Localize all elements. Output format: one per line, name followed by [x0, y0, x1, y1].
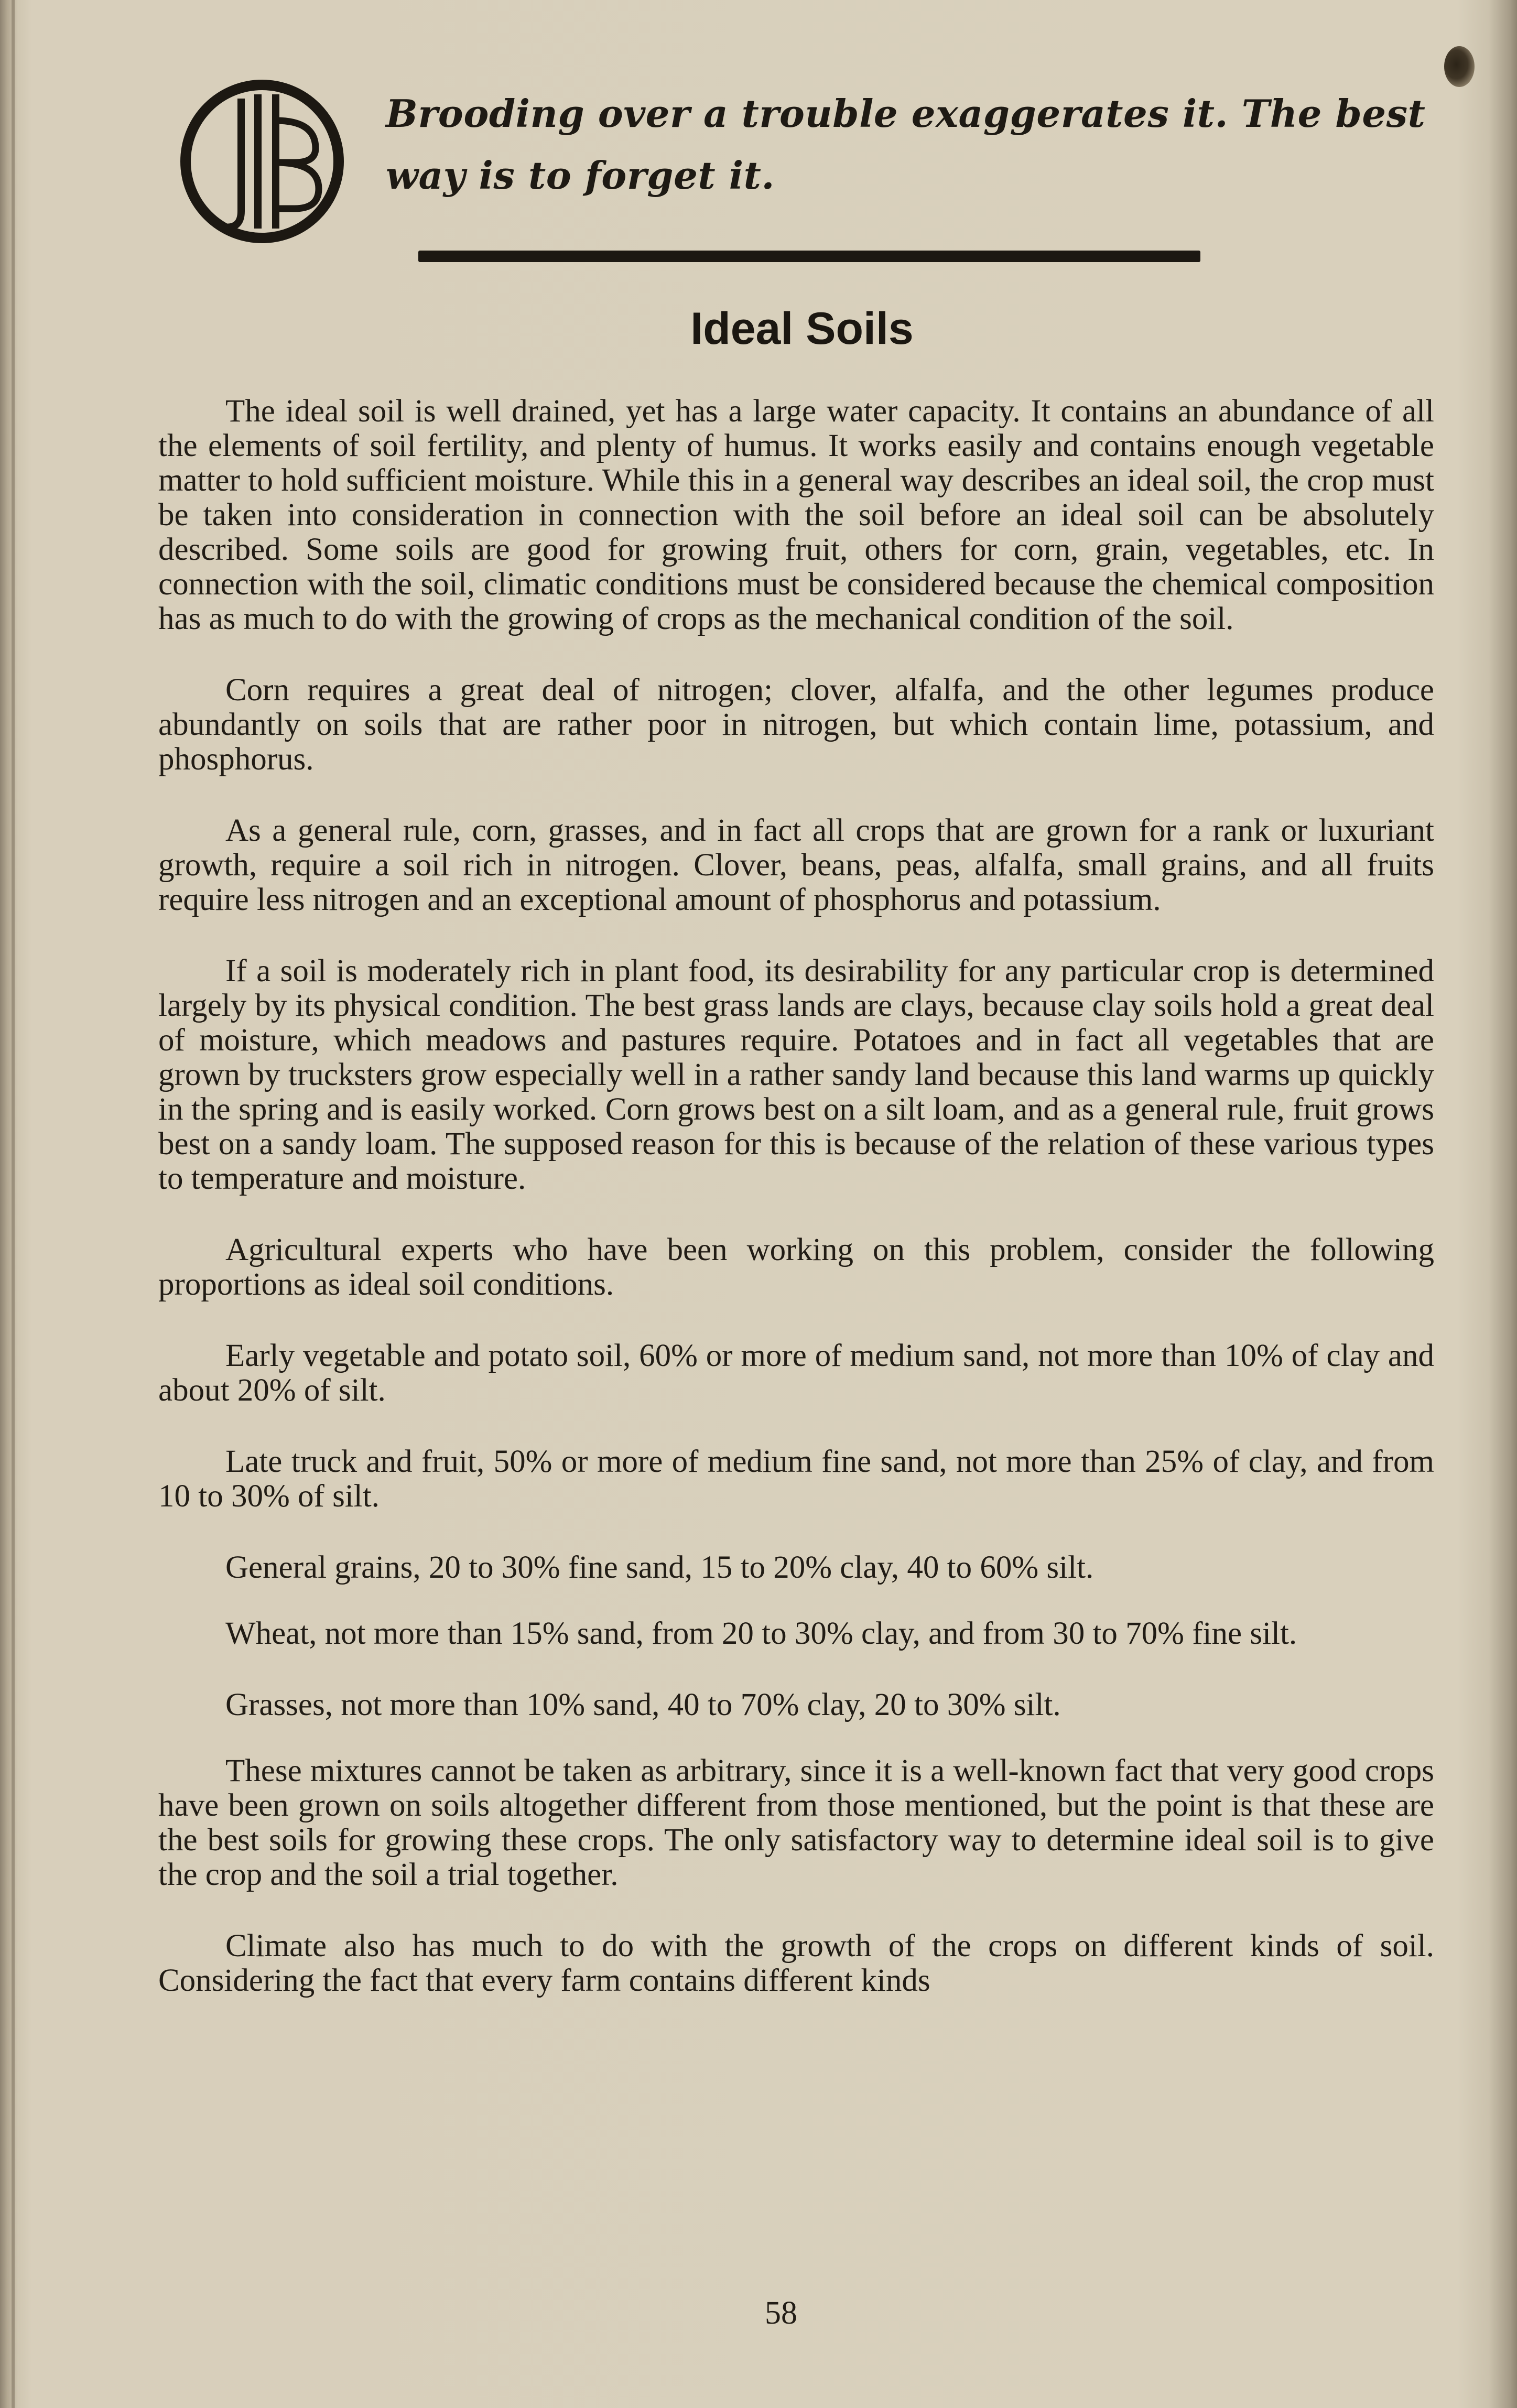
paragraph-general-rule: As a general rule, corn, grasses, and in fact all crops that are grown for a rank or luxuriant growth, require a soil rich in nitrogen. Clover, beans, peas, alfalfa, small grains, and all fruits require less nitrogen and an exceptional amount of phosphorus and potassium. — [158, 813, 1434, 917]
article-body — [158, 394, 1434, 2035]
paragraph-general-grains: General grains, 20 to 30% fine sand, 15 to 20% clay, 40 to 60% silt. — [225, 1550, 1094, 1585]
pin-hole-mark — [1444, 46, 1475, 87]
paragraph-experts: Agricultural experts who have been working on this problem, consider the following proportions as ideal soil conditions. — [158, 1232, 1434, 1302]
paragraph-ideal-soil: The ideal soil is well drained, yet has a large water capacity. It contains an abundance of all the elements of soil fertility, and plenty of humus. It works easily and contains enough vegetable matter to hold sufficient moisture. While this in a general way describes an ideal soil, the crop must be taken into consideration in connection with the soil before an ideal soil can be absolutely described. Some soils are good for growing fruit, others for corn, grain, vegetables, etc. In connection with the soil, climatic conditions must be considered because the chemical composition has as much to do with the growing of crops as the mechanical condition of the soil. — [158, 394, 1434, 636]
paragraph-climate: Climate also has much to do with the growth of the crops on different kinds of soil. Considering the fact that every farm contains different kinds — [158, 1928, 1434, 1998]
binding-gutter — [12, 0, 15, 2408]
header-motto — [386, 83, 1455, 207]
paragraph-wheat: Wheat, not more than 15% sand, from 20 to 30% clay, and from 30 to 70% fine silt. — [225, 1616, 1297, 1651]
paragraph-early-vegetable: Early vegetable and potato soil, 60% or more of medium sand, not more than 10% of clay and about 20% of silt. — [158, 1338, 1434, 1408]
paragraph-grasses: Grasses, not more than 10% sand, 40 to 70% clay, 20 to 30% silt. — [225, 1687, 1061, 1722]
page-number: 58 — [765, 2295, 797, 2331]
header-divider — [418, 251, 1200, 262]
paragraph-late-truck: Late truck and fruit, 50% or more of medium fine sand, not more than 25% of clay, and from 10 to 30% of silt. — [158, 1444, 1434, 1514]
motto-line-2: way is to forget it. — [386, 153, 775, 198]
motto-line-1: Brooding over a trouble exaggerates it. The best — [386, 91, 1426, 136]
paragraph-mixtures: These mixtures cannot be taken as arbitrary, since it is a well-known fact that very good crops have been grown on soils altogether different from those mentioned, but the point is that these are the best soils for growing these crops. The only satisfactory way to determine ideal soil is to give the crop and the soil a trial together. — [158, 1753, 1434, 1892]
paragraph-physical-condition: If a soil is moderately rich in plant food, its desirability for any particular crop is determined largely by its physical condition. The best grass lands are clays, because clay soils hold a great deal of moisture, which meadows and pastures require. Potatoes and in fact all vegetables that are grown by trucksters grow especially well in a rather sandy land because this land warms up quickly in the spring and is easily worked. Corn grows best on a silt loam, and as a general rule, fruit grows best on a sandy loam. The supposed reason for this is because of the relation of these various types to temperature and moisture. — [158, 953, 1434, 1196]
page-title: Ideal Soils — [690, 303, 914, 354]
monogram-logo-icon — [178, 78, 346, 245]
paragraph-corn-nitrogen: Corn requires a great deal of nitrogen; clover, alfalfa, and the other legumes produce abundantly on soils that are rather poor in nitrogen, but which contain lime, potassium, and phosphorus. — [158, 672, 1434, 777]
